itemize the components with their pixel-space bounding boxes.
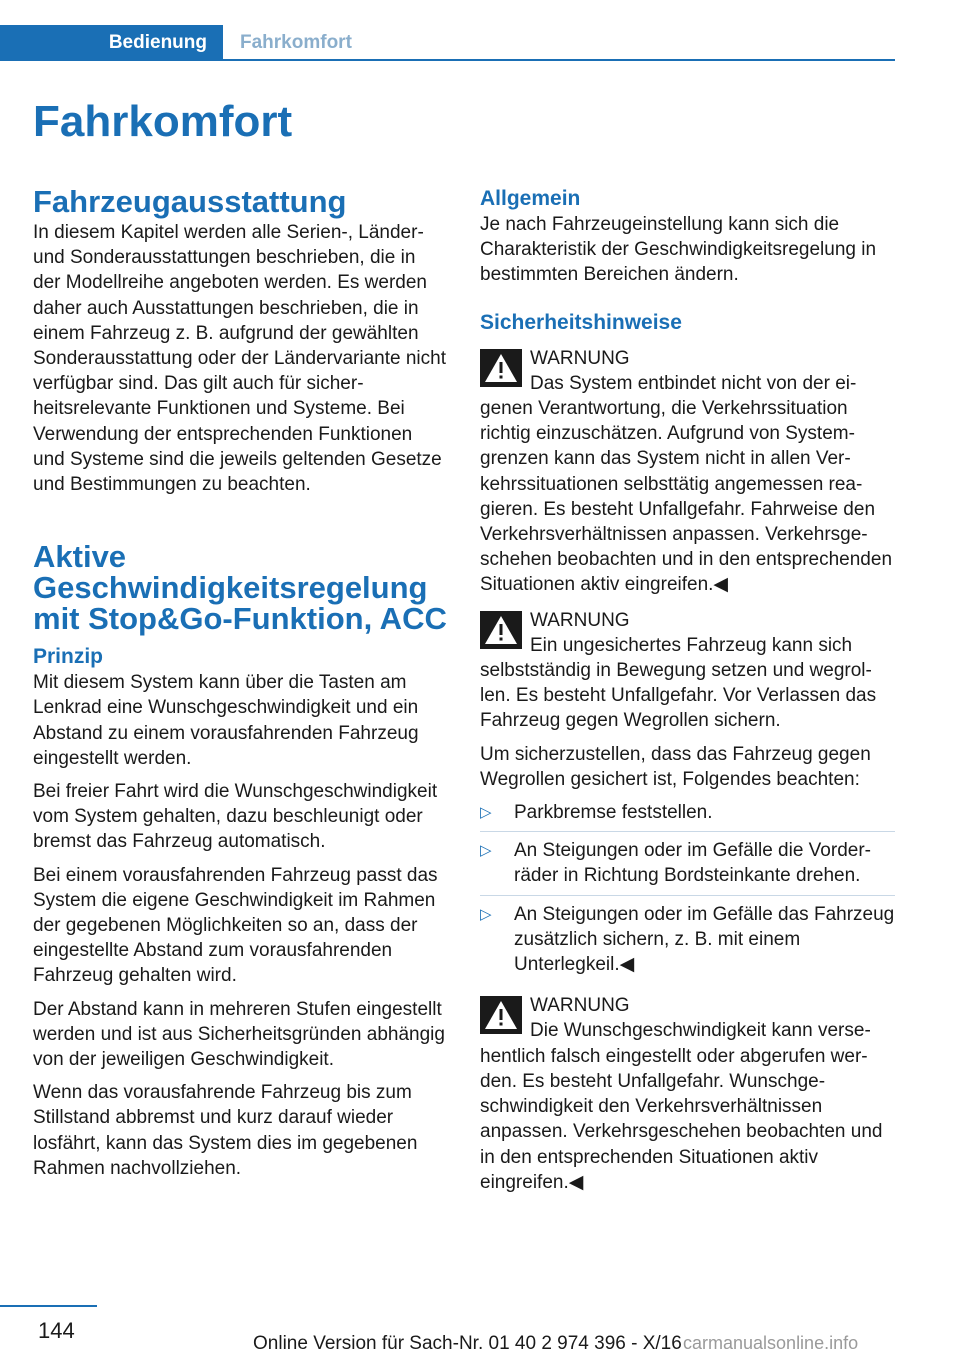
bullet-list xyxy=(480,800,895,983)
prinzip-paragraph-1: Mit diesem System kann über die Tasten am Lenkrad eine Wunschgeschwindigkeit und ein Abstand zu einem vorausfahrenden Fahrzeug eingestellt werden. xyxy=(33,672,419,769)
intro-paragraph: In diesem Kapitel werden alle Serien-, Länder- und Sonderausstattungen beschrieben, die in der Modellreihe angeboten werden. Es werden daher auch Ausstattungen beschrieben, die in einem Fahrzeug z. B. aufgrund der gewählten Sonderausstattung oder der Ländervariante nicht verfügbar sind. Das gilt auch für sicherheitsrelevante Funktionen und Systeme. Bei Verwendung der entsprechenden Funktionen und Systeme sind die jeweils geltenden Gesetze und Bestimmungen zu beachten. xyxy=(33,222,446,496)
subsection-title-sicherheitshinweise: Sicherheitshinweise xyxy=(480,310,682,334)
header-tabbar xyxy=(0,25,895,61)
bullet-triangle-icon: ▷ xyxy=(480,842,492,860)
tab-fahrkomfort[interactable] xyxy=(240,25,352,61)
footer-divider xyxy=(0,1305,97,1307)
warning-block-2 xyxy=(480,608,895,734)
subsection-title-prinzip: Prinzip xyxy=(33,645,104,669)
bullet-triangle-icon: ▷ xyxy=(480,905,492,923)
page-title: Fahrkomfort xyxy=(33,97,293,146)
prinzip-paragraph-4: Der Abstand kann in mehreren Stufen eingestellt werden und ist aus Sicherheitsgründen abhängig von der jeweiligen Geschwindigkeit. xyxy=(33,998,445,1071)
online-version-note: Online Version für Sach-Nr. 01 40 2 974 396 - X/16 xyxy=(253,1333,682,1354)
tab-bedienung-label: Bedienung xyxy=(108,32,207,53)
section-title-acc: Aktive Geschwindigkeitsregelung mit Stop&Go-Funktion, ACC xyxy=(33,539,447,637)
right-column xyxy=(480,182,895,1203)
warning-text: Die Wunschgeschwindigkeit kann versehentlich falsch eingestellt oder abgerufen werden. Es besteht Unfallgefahr. Wunschgeschwindigkeit den Verkehrsverhältnissen anpassen. Verkehrsgeschehen beobachten und in den entsprechenden Situationen aktiv eingreifen.◀ xyxy=(480,1020,883,1193)
allgemein-paragraph: Je nach Fahrzeugeinstellung kann sich die Charakteristik der Geschwindigkeitsregelung in bestimmten Bereichen ändern. xyxy=(480,214,877,286)
prinzip-paragraph-5: Wenn das vorausfahrende Fahrzeug bis zum Stillstand abbremst und kurz darauf wieder losfährt, kann das System dies im gegebenen Rahmen nachvollziehen. xyxy=(33,1082,418,1179)
warning-block-1 xyxy=(480,346,895,598)
warning-label: WARNUNG xyxy=(530,995,630,1017)
page-number: 144 xyxy=(38,1318,75,1343)
warning-text: Ein ungesichertes Fahrzeug kann sich selbstständig in Bewegung setzen und wegrollen. Es besteht Unfallgefahr. Vor Verlassen das Fahrzeug gegen Wegrollen sichern. xyxy=(480,634,877,732)
warning-label: WARNUNG xyxy=(530,347,630,369)
bullet-triangle-icon: ▷ xyxy=(480,804,492,822)
tab-bedienung[interactable] xyxy=(0,25,223,61)
warning-label: WARNUNG xyxy=(530,609,630,631)
warning-triangle-icon xyxy=(480,349,522,387)
warning-text: Das System entbindet nicht von der eigenen Verantwortung, die Verkehrssituation richtig einzuschätzen. Aufgrund von Systemgrenzen kann das System nicht in allen Verkehrssituationen selbsttätig angemessen reagieren. Es besteht Unfallgefahr. Fahrweise den Verkehrsverhältnissen anpassen. Verkehrsgeschehen beobachten und in den entsprechenden Situationen aktiv eingreifen.◀ xyxy=(480,372,893,596)
prinzip-paragraph-3: Bei einem vorausfahrenden Fahrzeug passt das System die eigene Geschwindigkeit im Rahmen der gegebenen Möglichkeiten so an, dass der eingestellte Abstand zum vorausfahrenden Fahrzeug gehalten wird. xyxy=(33,864,438,987)
prinzip-paragraph-2: Bei freier Fahrt wird die Wunschgeschwindigkeit vom System gehalten, dazu beschleunigt oder bremst das Fahrzeug automatisch. xyxy=(33,781,438,853)
tab-fahrkomfort-label: Fahrkomfort xyxy=(240,32,352,53)
list-item-text: An Steigungen oder im Gefälle das Fahrzeug zusätzlich sichern, z. B. mit einem Unterlegkeil.◀ xyxy=(514,903,895,976)
list-item xyxy=(480,800,895,832)
left-column xyxy=(33,182,448,1189)
list-item xyxy=(480,838,895,895)
subsection-title-allgemein: Allgemein xyxy=(480,187,581,210)
list-item-text: An Steigungen oder im Gefälle die Vorderräder in Richtung Bordsteinkante drehen. xyxy=(514,840,871,887)
warning-block-3 xyxy=(480,993,895,1195)
warning-triangle-icon xyxy=(480,611,522,649)
section-title-fahrzeugausstattung: Fahrzeugausstattung xyxy=(33,184,347,219)
list-item-text: Parkbremse feststellen. xyxy=(514,802,713,824)
watermark: carmanualsonline.info xyxy=(683,1333,859,1353)
list-item xyxy=(480,902,895,984)
sichern-intro-paragraph: Um sicherzustellen, dass das Fahrzeug gegen Wegrollen gesichert ist, Folgendes beachten: xyxy=(480,743,871,790)
header-divider xyxy=(223,59,895,61)
warning-triangle-icon xyxy=(480,996,522,1034)
